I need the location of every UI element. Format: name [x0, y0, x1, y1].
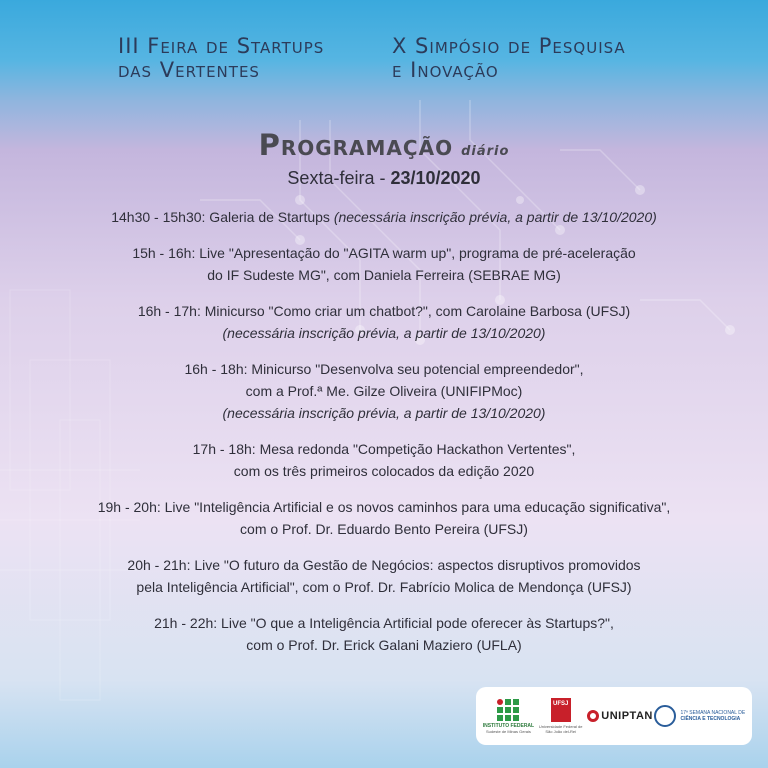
schedule-item-note-text: (necessária inscrição prévia, a partir de 13/10/2020): [222, 405, 546, 421]
schedule-item: [40, 242, 728, 286]
startup-fair-title-line1: III Feira de Startups: [118, 34, 325, 58]
schedule-item-line: 15h - 16h: Live "Apresentação do "AGITA warm up", programa de pré-aceleração: [132, 245, 636, 261]
schedule-item-line: 16h - 18h: Minicurso "Desenvolva seu potencial empreendedor",: [184, 361, 584, 377]
schedule-item: [40, 358, 728, 424]
symposium-title-line2: e Inovação: [392, 58, 499, 82]
schedule-item-line: com a Prof.ª Me. Gilze Oliveira (UNIFIPMoc): [245, 383, 523, 399]
snct-logo: [654, 705, 745, 727]
symposium-title-line1: X Simpósio de Pesquisa: [392, 34, 626, 58]
date-value: 23/10/2020: [390, 168, 481, 188]
snct-logo-line2: CIÊNCIA E TECNOLOGIA: [680, 716, 741, 722]
program-title-tag: diário: [461, 144, 510, 159]
schedule-item: [40, 554, 728, 598]
schedule-item-note: [40, 322, 728, 344]
weekday: Sexta-feira -: [287, 168, 391, 188]
schedule-list: [40, 206, 728, 670]
schedule-item-note: (necessária inscrição prévia, a partir de 13/10/2020): [333, 209, 657, 225]
uniptan-logo-mark: [587, 710, 599, 722]
schedule-item-text: 14h30 - 15h30: Galeria de Startups: [111, 209, 334, 225]
ufsj-logo-mark: UFSJ: [551, 698, 571, 722]
schedule-item-line: 20h - 21h: Live "O futuro da Gestão de Negócios: aspectos disruptivos promovidos: [127, 557, 641, 573]
ufsj-logo: [536, 698, 586, 734]
snct-logo-mark: [654, 705, 676, 727]
ufsj-logo-sub: Universidade Federal de São João del-Rei: [538, 724, 583, 734]
schedule-item: [40, 206, 728, 228]
schedule-item-line: pela Inteligência Artificial", com o Prof. Dr. Fabrício Molica de Mendonça (UFSJ): [136, 579, 632, 595]
uniptan-logo-text: UNIPTAN: [601, 710, 653, 722]
symposium-title: [392, 34, 692, 82]
schedule-item-line: 16h - 17h: Minicurso "Como criar um chatbot?", com Carolaine Barbosa (UFSJ): [137, 303, 631, 319]
startup-fair-title: [118, 34, 378, 82]
schedule-item-line: do IF Sudeste MG", com Daniela Ferreira (SEBRAE MG): [207, 267, 561, 283]
uniptan-logo: [587, 710, 653, 722]
if-logo-sub: Sudeste de Minas Gerais: [485, 728, 531, 734]
schedule-item: [40, 300, 728, 344]
schedule-item-line: 17h - 18h: Mesa redonda "Competição Hackathon Vertentes",: [192, 441, 576, 457]
schedule-item: [40, 612, 728, 656]
schedule-item-line: com o Prof. Dr. Eduardo Bento Pereira (UFSJ): [240, 521, 528, 537]
schedule-item-line: [40, 206, 728, 228]
program-title: Programação: [258, 128, 454, 162]
schedule-item-line: 21h - 22h: Live "O que a Inteligência Artificial pode oferecer às Startups?",: [154, 615, 614, 631]
snct-logo-line1: 17ª SEMANA NACIONAL DE: [680, 710, 746, 716]
if-sudeste-logo: [483, 699, 534, 734]
schedule-item: [40, 496, 728, 540]
if-logo-name: INSTITUTO FEDERAL: [482, 722, 535, 729]
schedule-item-line: com o Prof. Dr. Erick Galani Maziero (UFLA): [246, 637, 522, 653]
date-row: [0, 168, 768, 189]
startup-fair-title-line2: das Vertentes: [118, 58, 260, 82]
sponsor-logos-panel: [476, 687, 752, 745]
program-title-row: [0, 128, 768, 162]
event-header: [0, 34, 768, 94]
schedule-item-note: [40, 402, 728, 424]
schedule-item: [40, 438, 728, 482]
schedule-item-line: 19h - 20h: Live "Inteligência Artificial e os novos caminhos para uma educação significativa",: [97, 499, 671, 515]
if-logo-mark: [497, 699, 519, 721]
schedule-item-note-text: (necessária inscrição prévia, a partir de 13/10/2020): [222, 325, 546, 341]
schedule-item-line: com os três primeiros colocados da edição 2020: [233, 463, 535, 479]
